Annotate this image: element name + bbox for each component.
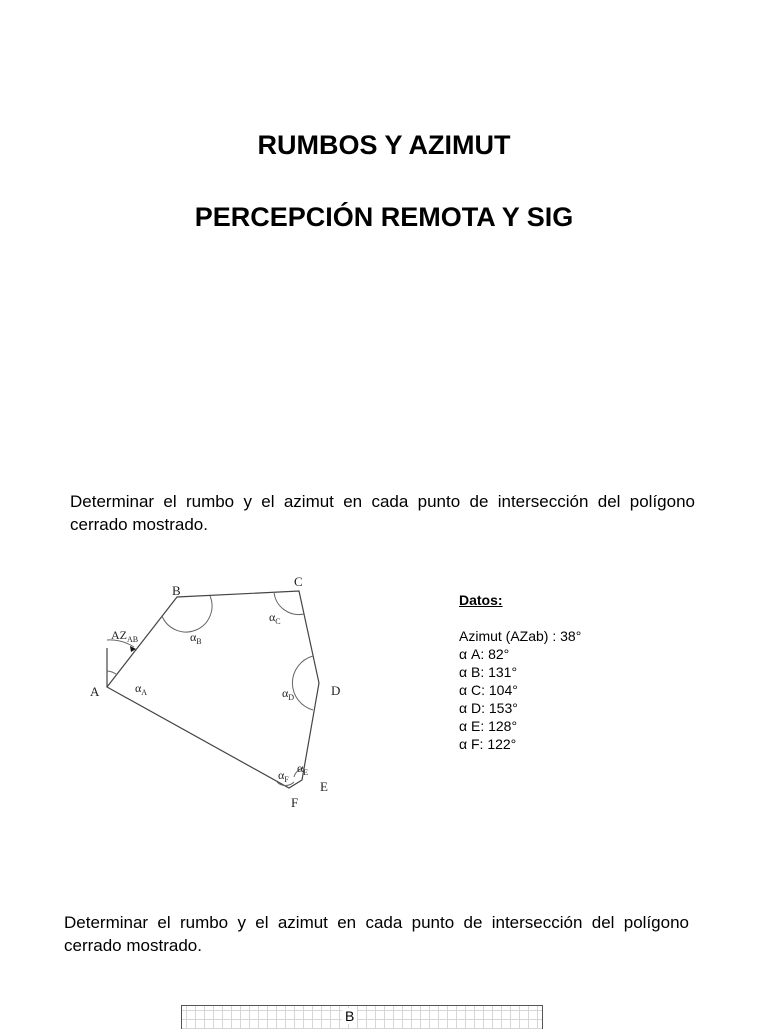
polygon-figure: [84, 570, 364, 815]
vertex-label-f: F: [291, 795, 299, 810]
angle-label-e: $\alpha_E$: [297, 761, 309, 777]
datos-angle-b: α B: 131°: [459, 664, 518, 680]
instruction-paragraph-2: Determinar el rumbo y el azimut en cada punto de intersección del polígono cerrado mostrado.: [64, 913, 689, 955]
angle-arc-a: [107, 671, 117, 675]
datos-angle-f: α F: 122°: [459, 736, 517, 752]
angle-label-c: $\alpha_C$: [269, 610, 281, 626]
angle-arc-b: [162, 596, 212, 632]
datos-angle-a: α A: 82°: [459, 646, 510, 662]
datos-angle-e: α E: 128°: [459, 718, 518, 734]
document-title: RUMBOS Y AZIMUT: [257, 130, 511, 160]
datos-title: Datos:: [459, 592, 503, 608]
vertex-label-b: B: [172, 583, 181, 598]
angle-label-b: $\alpha_B$: [190, 630, 202, 646]
angle-label-d: $\alpha_D$: [282, 686, 295, 702]
grid-figure: [181, 1005, 543, 1029]
grid-vertex-label-b: B: [342, 1008, 357, 1024]
angle-arc-d: [292, 656, 313, 710]
vertex-label-c: C: [294, 574, 303, 589]
datos-block: [459, 591, 581, 753]
datos-azimuth: Azimut (AZab) : 38°: [459, 628, 582, 644]
datos-angle-c: α C: 104°: [459, 682, 518, 698]
datos-angle-d: α D: 153°: [459, 700, 518, 716]
document-subtitle: PERCEPCIÓN REMOTA Y SIG: [194, 202, 574, 232]
vertex-label-d: D: [331, 683, 341, 698]
vertex-label-e: E: [320, 779, 328, 794]
angle-label-a: $\alpha_A$: [135, 681, 148, 697]
vertex-label-a: A: [90, 684, 100, 699]
instruction-paragraph-1: Determinar el rumbo y el azimut en cada punto de intersección del polígono cerrado mostrado.: [70, 492, 695, 534]
angle-label-f: $\alpha_F$: [278, 768, 289, 784]
azimuth-label: $AZ_{AB}$: [111, 628, 139, 644]
